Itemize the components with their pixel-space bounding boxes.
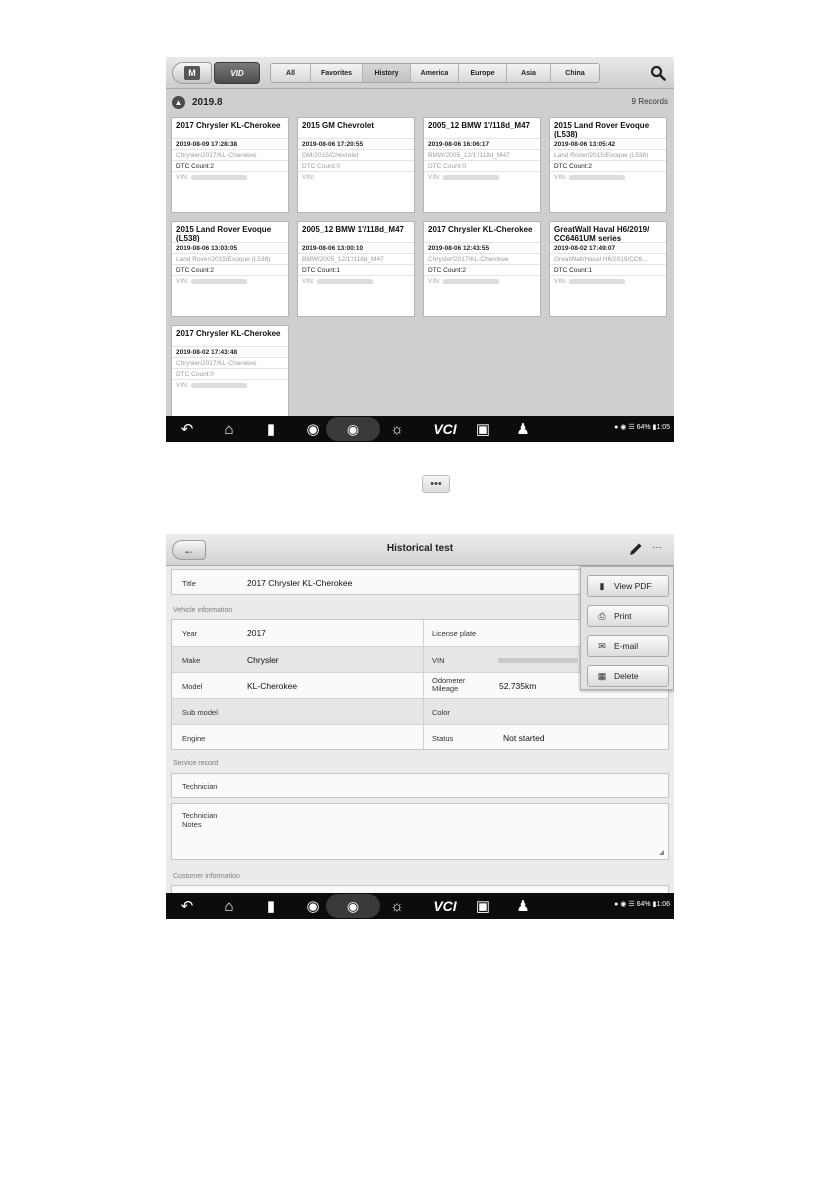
- title-label: Title: [182, 579, 196, 588]
- vci-icon[interactable]: [428, 896, 462, 916]
- records-count: 9 Records: [631, 97, 668, 106]
- vci-icon[interactable]: [428, 419, 462, 439]
- historical-test-screen: [166, 534, 674, 919]
- month-label: 2019.8: [192, 96, 223, 108]
- card-vehicle-path: Chrysler/2017/KL-Cherokee: [172, 357, 288, 368]
- year-label: Year: [182, 629, 198, 638]
- more-options-icon[interactable]: ···: [652, 542, 662, 553]
- brightness-icon[interactable]: ☼: [390, 420, 404, 438]
- email-icon: ✉: [598, 640, 606, 651]
- technician-notes-field[interactable]: [171, 803, 669, 860]
- card-datetime: 2019-08-02 17:43:48: [172, 346, 288, 357]
- history-top-bar: [166, 57, 674, 89]
- history-screen: [166, 57, 674, 442]
- card-vehicle-path: Land Rover/2015/Evoque (L538): [172, 253, 288, 264]
- vin-blur: [317, 279, 373, 284]
- battery-text: 64%: [636, 901, 651, 908]
- history-card[interactable]: [297, 117, 415, 213]
- vin-blur: [443, 175, 499, 180]
- page-title: Historical test: [386, 543, 454, 554]
- brightness-icon[interactable]: ☼: [390, 897, 404, 915]
- brand-tabs: [270, 63, 600, 83]
- more-options-menu: [580, 566, 674, 690]
- vin-label: VIN: [432, 656, 445, 665]
- card-vin: [550, 275, 666, 286]
- vin-blur: [569, 175, 625, 180]
- history-card[interactable]: [549, 117, 667, 213]
- card-vehicle-path: BMW/2005_12/1'/118d_M47: [298, 253, 414, 264]
- tab-favorites[interactable]: Favorites: [311, 64, 363, 82]
- back-arrow-icon[interactable]: ↶: [180, 420, 194, 438]
- card-dtc-count: DTC Count:0: [424, 160, 540, 171]
- view-pdf-label: View PDF: [614, 581, 652, 591]
- card-vehicle-path: Land Rover/2015/Evoque (L538): [550, 149, 666, 160]
- history-card[interactable]: [171, 325, 289, 417]
- card-datetime: 2019-08-06 17:20:55: [298, 138, 414, 149]
- card-vehicle-path: BMW/2005_12/1'/118d_M47: [424, 149, 540, 160]
- card-vin-label: VIN:: [554, 278, 567, 285]
- card-vin-label: VIN:: [302, 174, 315, 181]
- grid-row-submodel: [172, 698, 668, 724]
- status-label: Status: [432, 734, 454, 743]
- card-datetime: 2019-08-09 17:28:38: [172, 138, 288, 149]
- vin-blur: [191, 175, 247, 180]
- home-icon[interactable]: ⌂: [224, 897, 234, 915]
- card-dtc-count: DTC Count:1: [550, 264, 666, 275]
- card-title: 2017 Chrysler KL-Cherokee: [176, 329, 281, 338]
- card-dtc-count: DTC Count:2: [172, 264, 288, 275]
- card-title: 2017 Chrysler KL-Cherokee: [176, 121, 281, 130]
- browser-icon[interactable]: ◉: [306, 420, 320, 438]
- camera-icon[interactable]: ◉: [326, 417, 380, 441]
- print-label: Print: [614, 611, 632, 621]
- vin-blur: [498, 658, 578, 663]
- year-value[interactable]: 2017: [247, 628, 266, 638]
- tab-europe[interactable]: Europe: [459, 64, 507, 82]
- card-datetime: 2019-08-06 13:05:42: [550, 138, 666, 149]
- card-title: 2015 Land Rover Evoque (L538): [554, 121, 650, 138]
- history-card[interactable]: [171, 221, 289, 317]
- card-title: 2015 GM Chevrolet: [302, 121, 375, 130]
- card-dtc-count: DTC Count:1: [298, 264, 414, 275]
- card-vehicle-path: Chrysler/2017/KL-Cherokee: [424, 253, 540, 264]
- card-vehicle-path: Chrysler/2017/KL-Cherokee: [172, 149, 288, 160]
- vci-label: VCI: [433, 421, 457, 437]
- tab-history[interactable]: History: [363, 64, 411, 82]
- submodel-label: Sub model: [182, 708, 218, 717]
- card-vehicle-path: GreatWall/Haval H6/2019/CC6...: [550, 253, 666, 264]
- customer-info-label: Customer information: [173, 873, 240, 880]
- email-button[interactable]: [587, 635, 669, 657]
- recent-apps-icon[interactable]: ▮: [266, 420, 276, 438]
- technician-icon[interactable]: ♟: [516, 420, 530, 438]
- card-vin: [298, 171, 414, 182]
- card-dtc-count: DTC Count:2: [172, 160, 288, 171]
- card-vin-label: VIN:: [302, 278, 315, 285]
- tech-notes-line1: Technician: [182, 811, 218, 820]
- delete-button[interactable]: [587, 665, 669, 687]
- odometer-label-line2: Mileage: [432, 684, 459, 693]
- status-area: ● ◉ ☰ 64% ▮1:06: [614, 901, 670, 908]
- card-vin-label: VIN:: [428, 278, 441, 285]
- history-card[interactable]: [423, 117, 541, 213]
- history-card[interactable]: [297, 221, 415, 317]
- card-title: GreatWall Haval H6/2019/ CC6461UM series: [554, 225, 650, 242]
- history-card[interactable]: [549, 221, 667, 317]
- license-plate-label: License plate: [432, 629, 477, 638]
- home-icon: M: [184, 66, 200, 80]
- back-button[interactable]: ←: [172, 540, 206, 560]
- odometer-label-line1: Odometer: [432, 676, 466, 685]
- android-nav-bar: [166, 893, 674, 919]
- card-datetime: 2019-08-06 13:00:10: [298, 242, 414, 253]
- card-vin: [424, 275, 540, 286]
- delete-label: Delete: [614, 671, 639, 681]
- color-label: Color: [432, 708, 450, 717]
- card-datetime: 2019-08-06 13:03:05: [172, 242, 288, 253]
- card-vin: [424, 171, 540, 182]
- card-title: 2015 Land Rover Evoque (L538): [176, 225, 272, 242]
- card-vin-label: VIN:: [176, 382, 189, 389]
- card-dtc-count: DTC Count:0: [298, 160, 414, 171]
- technician-label: Technician: [182, 782, 218, 791]
- card-vin: [172, 379, 288, 390]
- history-card[interactable]: [171, 117, 289, 213]
- card-datetime: 2019-08-02 17:49:07: [550, 242, 666, 253]
- vin-blur: [191, 383, 247, 388]
- tab-america[interactable]: America: [411, 64, 459, 82]
- status-area: ● ◉ ☰ 64% ▮1:05: [614, 424, 670, 431]
- grid-divider: [423, 620, 424, 749]
- home-button[interactable]: [172, 62, 212, 84]
- pdf-icon: ▮: [599, 580, 605, 591]
- card-vin: [298, 275, 414, 286]
- card-vin-label: VIN:: [176, 174, 189, 181]
- tab-china[interactable]: China: [551, 64, 599, 82]
- card-title: 2005_12 BMW 1'/118d_M47: [302, 225, 404, 234]
- tab-asia[interactable]: Asia: [507, 64, 551, 82]
- odometer-value[interactable]: 52.735km: [499, 681, 537, 691]
- clock-text: 1:05: [656, 424, 670, 431]
- edit-icon[interactable]: [628, 541, 644, 557]
- resize-handle-icon[interactable]: [659, 850, 664, 855]
- back-arrow-icon[interactable]: ↶: [180, 897, 194, 915]
- home-icon[interactable]: ⌂: [224, 420, 234, 438]
- vin-blur: [569, 279, 625, 284]
- card-vin-label: VIN:: [554, 174, 567, 181]
- more-options-icon: •••: [422, 475, 450, 493]
- vci-label: VCI: [433, 898, 457, 914]
- card-vin-label: VIN:: [428, 174, 441, 181]
- delete-icon: ▦: [597, 670, 607, 681]
- camera-icon[interactable]: ◉: [326, 894, 380, 918]
- battery-text: 64%: [636, 424, 651, 431]
- technician-row[interactable]: [171, 773, 669, 798]
- historical-top-bar: [166, 534, 674, 566]
- card-dtc-count: DTC Count:2: [550, 160, 666, 171]
- model-value[interactable]: KL-Cherokee: [247, 681, 298, 691]
- vin-blur: [443, 279, 499, 284]
- make-label: Make: [182, 656, 201, 665]
- car-icon[interactable]: ▣: [475, 420, 491, 438]
- technician-icon[interactable]: ♟: [516, 897, 530, 915]
- card-dtc-count: DTC Count:2: [424, 264, 540, 275]
- card-vin-label: VIN:: [176, 278, 189, 285]
- collapse-icon[interactable]: ▲: [172, 96, 185, 109]
- tab-all[interactable]: All: [271, 64, 311, 82]
- vin-blur: [191, 279, 247, 284]
- recent-apps-icon[interactable]: ▮: [266, 897, 276, 915]
- vid-button[interactable]: VID: [214, 62, 260, 84]
- model-label: Model: [182, 682, 203, 691]
- title-value[interactable]: 2017 Chrysler KL-Cherokee: [247, 578, 353, 588]
- clock-text: 1:06: [656, 901, 670, 908]
- email-label: E-mail: [614, 641, 639, 651]
- engine-label: Engine: [182, 734, 206, 743]
- card-dtc-count: DTC Count:0: [172, 368, 288, 379]
- card-vin: [172, 275, 288, 286]
- tech-notes-line2: Notes: [182, 820, 202, 829]
- grid-row-engine: [172, 724, 668, 750]
- print-button[interactable]: [587, 605, 669, 627]
- car-icon[interactable]: ▣: [475, 897, 491, 915]
- card-datetime: 2019-08-06 12:43:55: [424, 242, 540, 253]
- month-group-header[interactable]: [166, 92, 674, 112]
- browser-icon[interactable]: ◉: [306, 897, 320, 915]
- card-vin: [172, 171, 288, 182]
- card-vin: [550, 171, 666, 182]
- vehicle-info-label: Vehicle information: [173, 607, 233, 614]
- service-record-label: Service record: [173, 760, 219, 767]
- history-card[interactable]: [423, 221, 541, 317]
- card-title: 2005_12 BMW 1'/118d_M47: [428, 121, 530, 130]
- make-value[interactable]: Chrysler: [247, 655, 279, 665]
- card-vehicle-path: GM/2015/Chevrolet: [298, 149, 414, 160]
- view-pdf-button[interactable]: [587, 575, 669, 597]
- card-datetime: 2019-08-06 16:06:17: [424, 138, 540, 149]
- android-nav-bar: [166, 416, 674, 442]
- odometer-label: [432, 677, 465, 693]
- search-icon[interactable]: [650, 65, 666, 81]
- status-value[interactable]: Not started: [503, 733, 545, 743]
- card-title: 2017 Chrysler KL-Cherokee: [428, 225, 533, 234]
- technician-notes-label: [182, 811, 217, 829]
- print-icon: ⎙: [598, 610, 606, 621]
